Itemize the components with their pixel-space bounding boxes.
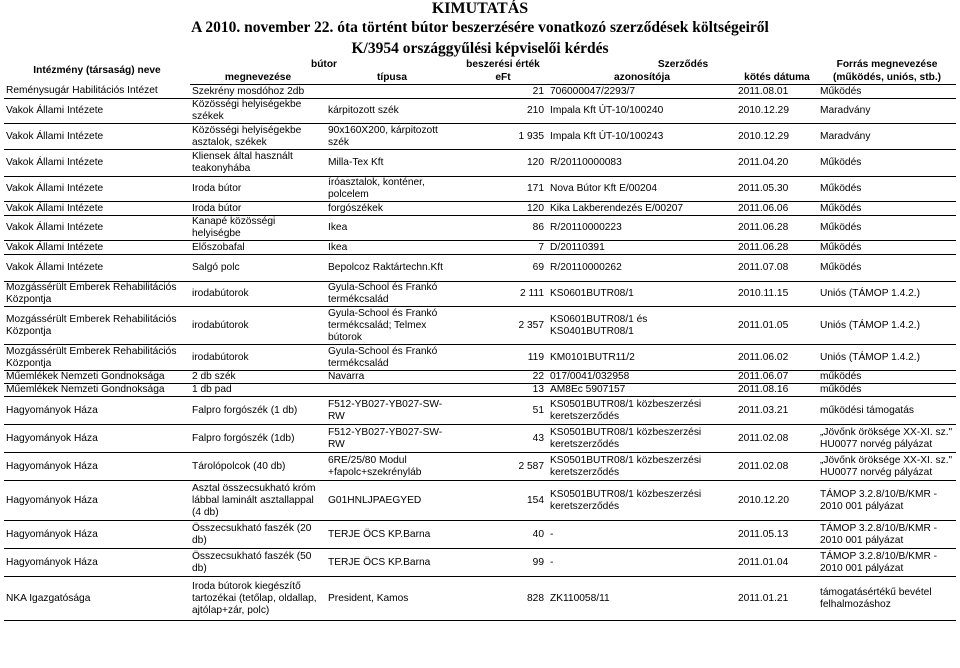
furniture-name-cell: Iroda bútor [192, 183, 242, 194]
price-cell: 86 [532, 222, 544, 233]
report-reference: K/3954 országgyűlési képviselői kérdés [351, 40, 609, 57]
institution-cell: Vakok Állami Intézete [6, 130, 104, 142]
furniture-type-cell [326, 384, 458, 397]
furniture-type-cell: TERJE ÖCS KP.Barna [328, 556, 431, 568]
table-row [4, 345, 956, 371]
institution-cell: Hagyományok Háza [6, 460, 98, 472]
furniture-name-cell: Asztal összecsukható króm lábbal laminált asztallappal (4 db) [192, 482, 316, 518]
price-cell: 120 [527, 202, 544, 214]
institution-cell: Hagyományok Háza [6, 494, 98, 506]
source-cell: „Jövőnk öröksége XX-XI. sz." HU0077 norvég pályázat [820, 454, 953, 478]
table-row [4, 85, 956, 99]
source-cell: támogatásértékű bevétel felhalmozáshoz [820, 586, 932, 610]
furniture-name-cell: irodabútorok [192, 351, 249, 363]
furniture-name-cell: Kliensek által használt teakonyhába [192, 151, 293, 174]
source-cell: Maradvány [820, 130, 871, 142]
table-row [4, 124, 956, 150]
source-cell: Maradvány [820, 105, 871, 116]
furniture-name-cell: 2 db szék [192, 371, 236, 382]
source-cell: Uniós (TÁMOP 1.4.2.) [820, 319, 921, 331]
price-cell: 120 [527, 157, 544, 168]
furniture-name-cell: irodabútorok [192, 319, 249, 331]
price-cell: 51 [532, 404, 544, 416]
source-cell: TÁMOP 3.2.8/10/B/KMR - 2010 001 pályázat [820, 488, 938, 512]
contract-id-cell: R/20110000223 [550, 222, 622, 233]
institution-cell: NKA Igazgatósága [6, 592, 91, 604]
contract-date-cell: 2011.05.13 [738, 528, 789, 540]
contract-id-cell: D/20110391 [550, 241, 605, 253]
furniture-name-header: megnevezése [190, 71, 326, 85]
table-row [4, 453, 956, 481]
furniture-type-cell: Navarra [328, 371, 365, 382]
contract-date-cell: 2011.08.01 [738, 85, 789, 97]
furniture-name-cell: Salgó polc [192, 262, 240, 273]
source-cell: Működés [820, 262, 862, 273]
furniture-name-cell: Közösségi helyiségekbe székek [192, 99, 302, 122]
furniture-name-cell: irodabútorok [192, 288, 249, 299]
price-cell: 13 [532, 384, 544, 395]
contract-header: Szerződés [657, 58, 709, 70]
report-subtitle: A 2010. november 22. óta történt bútor beszerzésére vonatkozó szerződések költségeiről [191, 19, 769, 36]
contract-id-cell: 706000047/2293/7 [550, 85, 635, 97]
source-cell: Működés [820, 241, 862, 253]
furniture-type-cell: forgószékek [328, 202, 383, 214]
price-cell: 2 357 [518, 319, 544, 331]
furniture-type-cell: F512-YB027-YB027-SW-RW [328, 398, 443, 422]
contract-date-cell: 2010.11.15 [738, 288, 789, 299]
institution-cell: Vakok Állami Intézete [6, 202, 104, 214]
table-row [4, 384, 956, 397]
furniture-name-cell: Iroda bútor [192, 202, 242, 214]
furniture-type-cell: kárpitozott szék [328, 105, 399, 116]
institution-cell: Vakok Állami Intézete [6, 262, 104, 273]
contract-id-cell: ZK110058/11 [550, 592, 610, 604]
table-row [4, 307, 956, 345]
source-cell: Működés [820, 222, 862, 233]
contract-date-cell: 2011.06.02 [738, 351, 789, 363]
institution-cell: Vakok Állami Intézete [6, 241, 104, 253]
furniture-type-cell: Milla-Tex Kft [328, 157, 384, 168]
institution-cell: Vakok Állami Intézete [6, 183, 104, 194]
furniture-type-cell: F512-YB027-YB027-SW-RW [328, 426, 443, 450]
contract-id-cell: - [550, 556, 554, 568]
contract-date-cell: 2010.12.20 [738, 494, 789, 506]
source-cell: „Jövőnk öröksége XX-XI. sz." HU0077 norvég pályázat [820, 426, 953, 450]
price-cell: 210 [527, 105, 544, 116]
furniture-name-cell: Falpro forgószék (1db) [192, 432, 295, 444]
contract-id-cell: R/20110000262 [550, 262, 622, 273]
table-row [4, 521, 956, 549]
contract-id-cell: Impala Kft ÚT-10/100243 [550, 130, 664, 142]
price-cell: 171 [527, 183, 544, 194]
table-row [4, 577, 956, 621]
contract-date-cell: 2011.07.08 [738, 262, 789, 273]
contract-date-cell: 2011.08.16 [738, 384, 789, 395]
source-cell: Működés [820, 202, 862, 214]
source-cell: TÁMOP 3.2.8/10/B/KMR - 2010 001 pályázat [820, 550, 938, 574]
contract-id-header: azonosítója [548, 71, 736, 85]
institution-cell: Hagyományok Háza [6, 556, 98, 568]
contract-date-cell: 2011.04.20 [738, 157, 789, 168]
table-row [4, 549, 956, 577]
contract-id-cell: KS0601BUTR08/1 és KS0401BUTR08/1 [550, 313, 648, 337]
institution-header: Intézmény (társaság) neve [33, 65, 161, 77]
source-cell: Működés [820, 157, 862, 168]
furniture-type-cell: íróasztalok, konténer, polcelem [328, 177, 425, 200]
furniture-type-cell: President, Kamos [328, 592, 409, 604]
contract-date-cell: 2011.01.04 [738, 556, 789, 568]
price-cell: 69 [532, 262, 544, 273]
price-header: beszerési érték [466, 58, 540, 70]
institution-cell: Vakok Állami Intézete [6, 105, 104, 116]
contract-id-cell: Kika Lakberendezés E/00207 [550, 202, 684, 214]
furniture-name-cell: Összecsukható faszék (20 db) [192, 522, 312, 546]
price-cell: 2 111 [520, 288, 544, 299]
contracts-table [4, 58, 956, 621]
institution-cell: Mozgássérült Emberek Rehabilitációs Központja [6, 345, 177, 369]
furniture-type-cell: 6RE/25/80 Modul +fapolc+szekrényláb [328, 454, 422, 478]
institution-cell: Hagyományok Háza [6, 528, 98, 540]
furniture-name-cell: 1 db pad [192, 384, 232, 395]
price-cell: 828 [527, 592, 544, 604]
source-header: Forrás megnevezése [836, 58, 938, 70]
institution-cell: Hagyományok Háza [6, 432, 98, 444]
source-cell: Uniós (TÁMOP 1.4.2.) [820, 351, 921, 363]
contract-id-cell: AM8Ec 5907157 [550, 384, 626, 395]
price-cell: 99 [532, 556, 544, 568]
furniture-type-header: típusa [326, 71, 458, 85]
table-row [4, 371, 956, 384]
contract-date-cell: 2011.05.30 [738, 183, 789, 194]
furniture-type-cell: Gyula-School és Frankó termékcsalád [328, 282, 438, 305]
institution-cell: Vakok Állami Intézete [6, 157, 104, 168]
contract-date-cell: 2011.01.21 [738, 592, 789, 604]
contract-date-cell: 2011.06.07 [738, 371, 789, 382]
furniture-type-cell: Gyula-School és Frankó termékcsalád; Telmex bútorok [328, 307, 438, 343]
institution-cell: Vakok Állami Intézete [6, 222, 104, 233]
price-cell: 21 [532, 85, 544, 97]
institution-cell: Mozgássérült Emberek Rehabilitációs Központja [6, 282, 177, 305]
contract-date-cell: 2011.06.06 [738, 202, 789, 214]
furniture-type-cell: Bepolcoz Raktártechn.Kft [328, 262, 443, 273]
contract-id-cell: KS0501BUTR08/1 közbeszerzési keretszerződés [550, 488, 702, 512]
report-title: KIMUTATÁS [431, 0, 529, 17]
price-unit-header: eFt [458, 71, 548, 85]
contract-id-cell: 017/0041/032958 [550, 371, 630, 382]
table-row [4, 150, 956, 177]
contract-date-cell: 2011.03.21 [738, 404, 789, 416]
table-row [4, 99, 956, 124]
contract-id-cell: Nova Bútor Kft E/00204 [550, 183, 658, 194]
source-cell: működési támogatás [820, 404, 915, 416]
source-cell: működés [820, 371, 862, 382]
contract-id-cell: KS0501BUTR08/1 közbeszerzési keretszerződés [550, 426, 702, 450]
contract-date-header: kötés dátuma [736, 71, 818, 85]
price-cell: 154 [527, 494, 544, 506]
contract-id-cell: R/20110000083 [550, 157, 622, 168]
table-row [4, 397, 956, 425]
contract-id-cell: KS0501BUTR08/1 közbeszerzési keretszerződés [550, 398, 702, 422]
price-cell: 7 [538, 241, 544, 253]
furniture-type-cell: Gyula-School és Frankó termékcsalád [328, 345, 438, 369]
table-row [4, 177, 956, 202]
contract-id-cell: KS0601BUTR08/1 [550, 288, 634, 299]
source-cell: Működés [820, 85, 862, 97]
furniture-type-cell: 90x160X200, kárpitozott szék [328, 124, 438, 148]
source-sub-header: (működés, uniós, stb.) [818, 71, 956, 85]
contract-id-cell: KS0501BUTR08/1 közbeszerzési keretszerződés [550, 454, 702, 478]
price-cell: 40 [532, 528, 544, 540]
furniture-name-cell: Előszobafal [192, 241, 245, 253]
institution-cell: Reménysugár Habilitációs Intézet [6, 85, 158, 97]
furniture-name-cell: Falpro forgószék (1 db) [192, 404, 298, 416]
table-row [4, 425, 956, 453]
contract-date-cell: 2011.02.08 [738, 460, 789, 472]
furniture-name-cell: Szekrény mosdóhoz 2db [192, 85, 305, 97]
furniture-name-cell: Összecsukható faszék (50 db) [192, 550, 312, 574]
furniture-type-cell: Ikea [328, 241, 348, 253]
table-row [4, 216, 956, 241]
source-cell: működés [820, 384, 862, 395]
contract-date-cell: 2010.12.29 [738, 130, 789, 142]
price-cell: 43 [532, 432, 544, 444]
furniture-type-cell: TERJE ÖCS KP.Barna [328, 528, 431, 540]
contract-id-cell: - [550, 528, 554, 540]
price-cell: 1 935 [518, 130, 544, 142]
table-row [4, 202, 956, 216]
furniture-type-cell [326, 85, 458, 99]
table-row [4, 255, 956, 282]
institution-cell: Műemlékek Nemzeti Gondnoksága [6, 371, 165, 382]
furniture-name-cell: Közösségi helyiségekbe asztalok, székek [192, 124, 302, 148]
price-cell: 119 [527, 351, 544, 363]
furniture-header: bútor [310, 58, 338, 70]
institution-cell: Műemlékek Nemzeti Gondnoksága [6, 384, 165, 395]
furniture-type-cell: Ikea [328, 222, 348, 233]
source-cell: Működés [820, 183, 862, 194]
contract-date-cell: 2011.01.05 [738, 319, 789, 331]
institution-cell: Hagyományok Háza [6, 404, 98, 416]
furniture-name-cell: Tárolópolcok (40 db) [192, 460, 286, 472]
institution-cell: Mozgássérült Emberek Rehabilitációs Központja [6, 313, 177, 337]
contract-id-cell: KM0101BUTR11/2 [550, 351, 635, 363]
source-cell: Uniós (TÁMOP 1.4.2.) [820, 288, 921, 299]
furniture-name-cell: Kanapé közösségi helyiségbe [192, 216, 276, 239]
source-cell: TÁMOP 3.2.8/10/B/KMR - 2010 001 pályázat [820, 522, 938, 546]
table-row [4, 282, 956, 307]
furniture-type-cell: G01HNLJPAEGYED [328, 494, 422, 506]
furniture-name-cell: Iroda bútorok kiegészítő tartozékai (tetőlap, oldallap, ajtólap+zár, polc) [192, 580, 317, 616]
contract-date-cell: 2011.06.28 [738, 241, 789, 253]
contract-date-cell: 2011.02.08 [738, 432, 789, 444]
contract-id-cell: Impala Kft ÚT-10/100240 [550, 105, 664, 116]
table-row [4, 241, 956, 255]
table-row [4, 481, 956, 521]
price-cell: 2 587 [518, 460, 544, 472]
contract-date-cell: 2011.06.28 [738, 222, 789, 233]
contract-date-cell: 2010.12.29 [738, 105, 789, 116]
price-cell: 22 [532, 371, 544, 382]
